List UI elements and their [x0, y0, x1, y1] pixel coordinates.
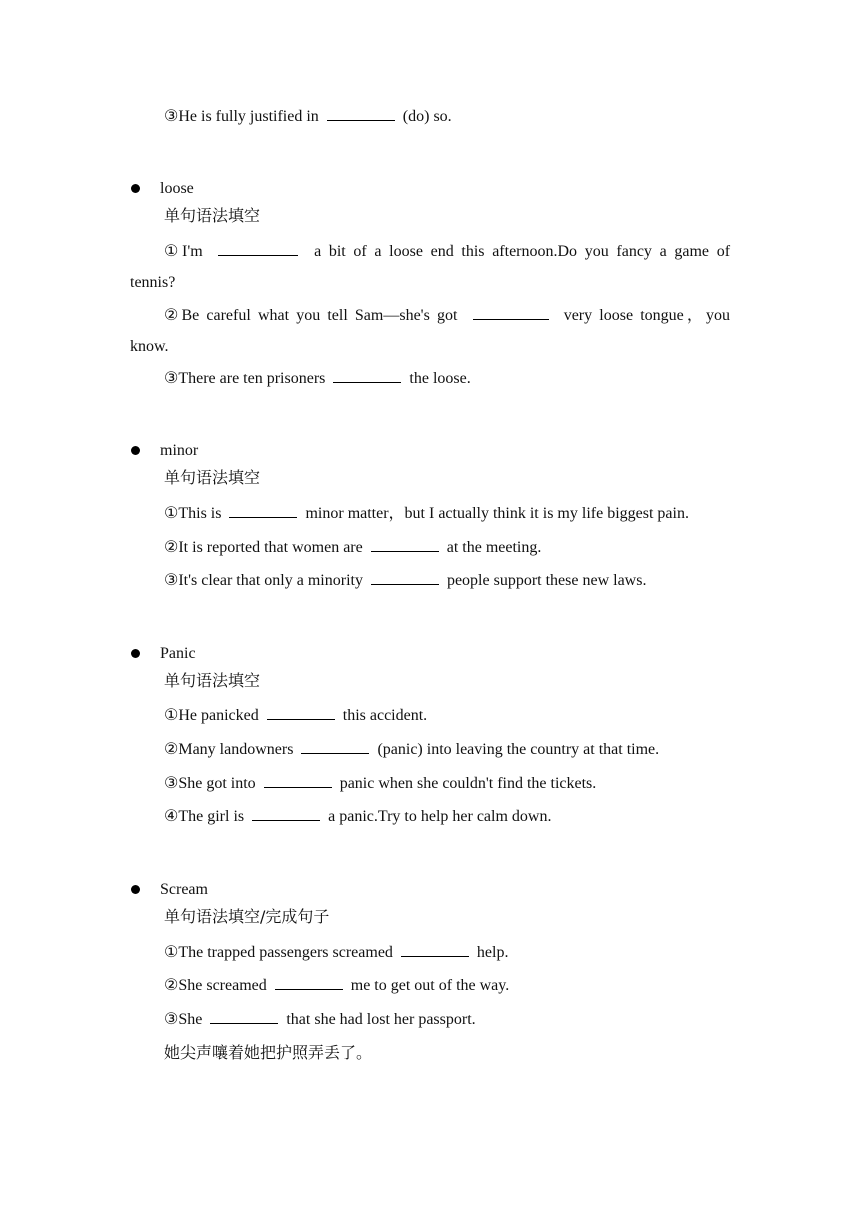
exercise-loose-1-cont: tennis? [130, 274, 176, 291]
answer-blank[interactable] [401, 942, 469, 957]
answer-blank[interactable] [267, 705, 335, 720]
answer-blank[interactable] [473, 305, 549, 320]
word-heading-minor: minor [160, 442, 199, 459]
answer-blank[interactable] [371, 537, 439, 552]
exercise-scream-1: ①The trapped passengers screamed help. [164, 944, 509, 961]
section-subtitle: 单句语法填空 [164, 671, 261, 690]
word-heading-panic: Panic [160, 645, 196, 662]
answer-blank[interactable] [275, 975, 343, 990]
answer-blank[interactable] [333, 368, 401, 383]
answer-blank[interactable] [301, 739, 369, 754]
answer-blank[interactable] [371, 570, 439, 585]
answer-blank[interactable] [252, 806, 320, 821]
exercise-scream-2: ②She screamed me to get out of the way. [164, 977, 510, 994]
translation-prompt: 她尖声嚷着她把护照弄丢了。 [164, 1043, 373, 1062]
exercise-loose-2-cont: know. [130, 338, 169, 355]
section-subtitle: 单句语法填空/完成句子 [164, 907, 330, 926]
exercise-loose-2: ②Be careful what you tell Sam—she's got very loose tongue，you [164, 307, 731, 324]
exercise-do-3: ③He is fully justified in (do) so. [164, 108, 452, 125]
exercise-minor-2: ②It is reported that women are at the meeting. [164, 539, 542, 556]
exercise-scream-3: ③She that she had lost her passport. [164, 1011, 476, 1028]
section-subtitle: 单句语法填空 [164, 206, 261, 225]
bullet-icon [131, 885, 140, 894]
exercise-panic-3: ③She got into panic when she couldn't find the tickets. [164, 775, 597, 792]
bullet-icon [131, 184, 140, 193]
bullet-icon [131, 649, 140, 658]
bullet-icon [131, 446, 140, 455]
word-heading-loose: loose [160, 180, 194, 197]
answer-blank[interactable] [327, 106, 395, 121]
exercise-panic-2: ②Many landowners (panic) into leaving the country at that time. [164, 741, 660, 758]
exercise-loose-1: ①I'm a bit of a loose end this afternoon.Do you fancy a game of [164, 243, 731, 260]
exercise-panic-4: ④The girl is a panic.Try to help her calm down. [164, 808, 552, 825]
answer-blank[interactable] [218, 241, 298, 256]
answer-blank[interactable] [210, 1009, 278, 1024]
word-heading-scream: Scream [160, 881, 208, 898]
answer-blank[interactable] [229, 503, 297, 518]
answer-blank[interactable] [264, 773, 332, 788]
section-subtitle: 单句语法填空 [164, 468, 261, 487]
exercise-minor-3: ③It's clear that only a minority people support these new laws. [164, 572, 647, 589]
exercise-loose-3: ③There are ten prisoners the loose. [164, 370, 471, 387]
exercise-minor-1: ①This is minor matter，but I actually think it is my life biggest pain. [164, 505, 689, 522]
exercise-panic-1: ①He panicked this accident. [164, 707, 428, 724]
